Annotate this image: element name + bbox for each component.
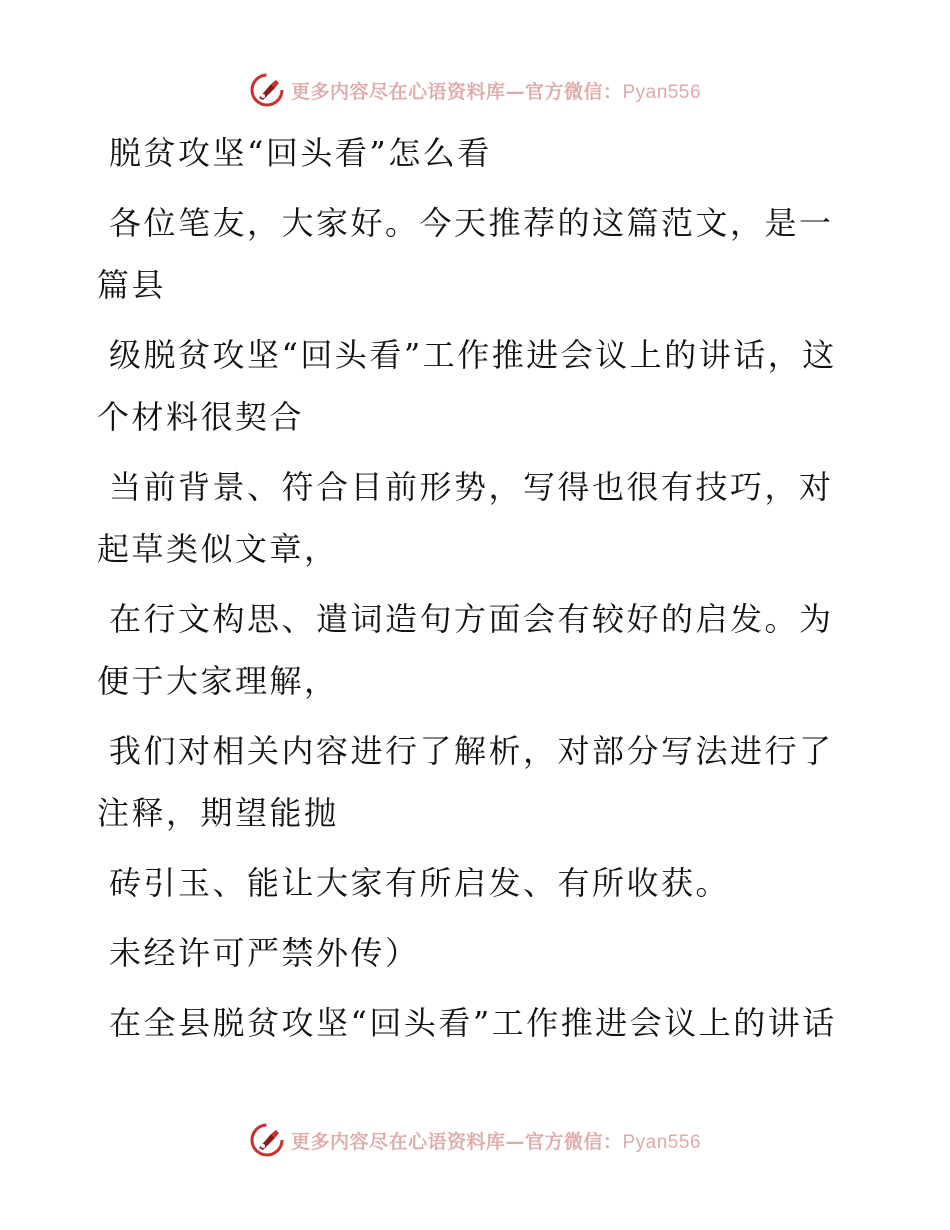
footer-watermark — [0, 1118, 950, 1162]
paragraph: 当前背景、符合目前形势，写得也很有技巧，对起草类似文章， — [97, 468, 834, 568]
watermark-label: 更多内容尽在心语资料库—官方微信： — [290, 1130, 623, 1153]
pen-nib-logo-icon — [249, 1122, 285, 1158]
paragraph: 级脱贫攻坚“回头看”工作推进会议上的讲话，这个材料很契合 — [97, 336, 837, 436]
watermark-text — [291, 1127, 701, 1154]
watermark-label: 更多内容尽在心语资料库—官方微信： — [290, 80, 623, 103]
header-watermark — [0, 68, 950, 112]
watermark-wechat-id: Pyan556 — [622, 81, 702, 103]
paragraph: 我们对相关内容进行了解析，对部分写法进行了注释，期望能抛 — [97, 732, 834, 832]
paragraph: 在行文构思、遣词造句方面会有较好的启发。为便于大家理解， — [97, 600, 834, 700]
document-title: 脱贫攻坚“回头看”怎么看 — [109, 134, 492, 172]
paragraph: 未经许可严禁外传） — [109, 934, 420, 972]
watermark-text — [291, 77, 701, 104]
document-body — [97, 122, 837, 1062]
watermark-wechat-id: Pyan556 — [622, 1131, 702, 1153]
paragraph: 砖引玉、能让大家有所启发、有所收获。 — [109, 864, 731, 902]
pen-nib-logo-icon — [249, 72, 285, 108]
paragraph: 各位笔友，大家好。今天推荐的这篇范文，是一篇县 — [97, 204, 834, 304]
speech-title: 在全县脱贫攻坚“回头看”工作推进会议上的讲话 — [109, 1004, 837, 1042]
